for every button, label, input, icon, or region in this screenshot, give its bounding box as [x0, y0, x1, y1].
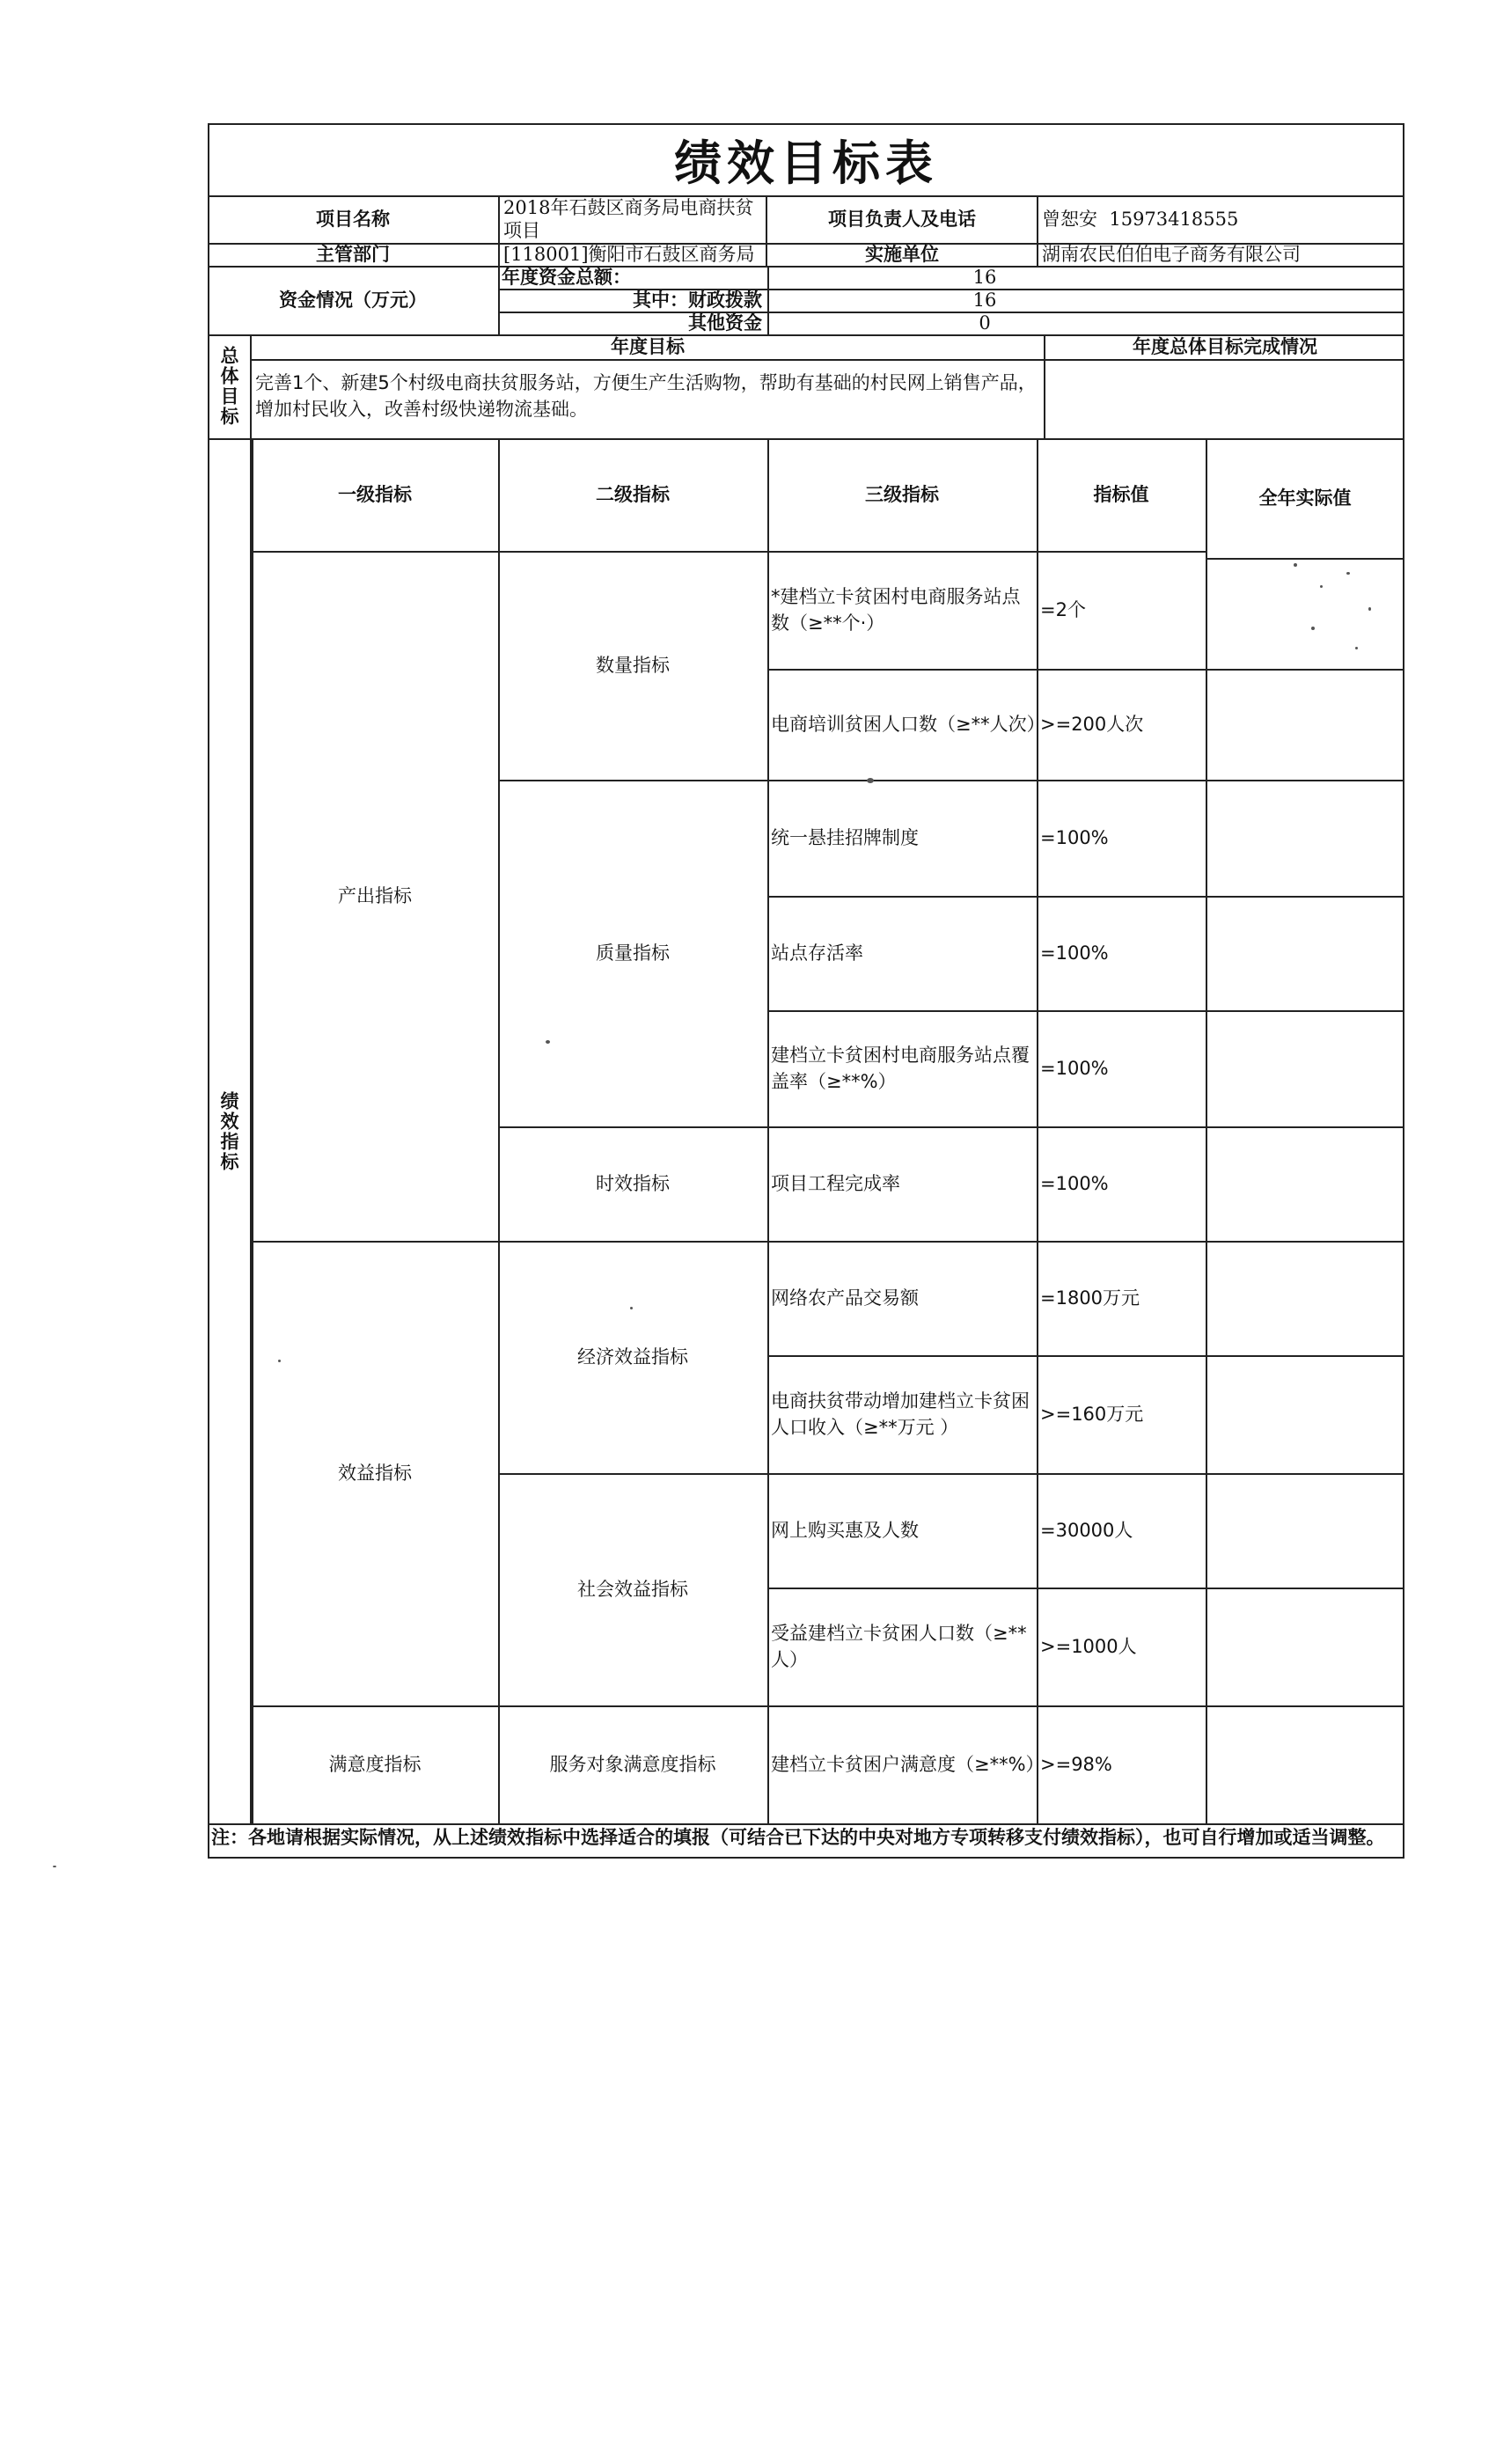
row-level3: 受益建档立卡贫困人口数（≥**人）	[771, 1623, 1027, 1670]
row-value: =30000人	[1040, 1520, 1133, 1541]
scan-speck	[278, 1360, 281, 1362]
project-name-value: 2018年石鼓区商务局电商扶贫项目	[498, 195, 767, 243]
footnote: 注：各地请根据实际情况，从上述绩效指标中选择适合的填报（可结合已下达的中央对地方专项转移支付绩效指标），也可自行增加或适当调整。	[211, 1827, 1385, 1848]
row-level3: *建档立卡贫困村电商服务站点数（≥**个·）	[771, 586, 1021, 634]
row-level3: 项目工程完成率	[771, 1173, 900, 1194]
row-level3: 建档立卡贫困户满意度（≥**%）	[771, 1754, 1045, 1775]
scan-speck	[1346, 572, 1350, 575]
scan-speck	[1355, 647, 1358, 649]
overall-label: 总体目标	[208, 334, 252, 438]
scan-speck	[630, 1307, 633, 1309]
row-value: =100%	[1040, 942, 1109, 964]
row-actual	[1206, 1705, 1404, 1823]
funds-total-value: 16	[972, 267, 997, 288]
owner-value: 曾恕安 15973418555	[1037, 195, 1404, 243]
row-value: >=98%	[1040, 1754, 1112, 1775]
dept-value: [118001]衡阳市石鼓区商务局	[498, 243, 767, 266]
row-value: =100%	[1040, 1173, 1109, 1194]
annual-goal-header: 年度目标	[611, 336, 685, 357]
row-level3: 电商培训贫困人口数（≥**人次）	[771, 714, 1045, 735]
row-level3: 统一悬挂招牌制度	[771, 827, 919, 848]
scan-speck	[1368, 607, 1371, 611]
owner-label: 项目负责人及电话	[828, 209, 976, 230]
header-level3: 三级指标	[865, 484, 939, 505]
row-actual	[1206, 1010, 1404, 1126]
perf-label: 绩效指标	[208, 438, 252, 1825]
level2-timeliness: 时效指标	[596, 1173, 670, 1194]
row-level3: 网络农产品交易额	[771, 1287, 919, 1309]
row-actual	[1206, 1355, 1404, 1473]
row-actual	[1206, 780, 1404, 896]
level2-economic: 经济效益指标	[577, 1346, 688, 1368]
project-name-label: 项目名称	[316, 209, 390, 230]
annual-goal-text: 完善1个、新建5个村级电商扶贫服务站，方便生产生活购物，帮助有基础的村民网上销售产品，增加村民收入，改善村级快递物流基础。	[255, 372, 1037, 420]
row-level3: 网上购买惠及人数	[771, 1520, 919, 1541]
scan-speck	[1320, 585, 1323, 588]
row-actual	[1206, 1241, 1404, 1355]
funds-total-label: 年度资金总额：	[502, 267, 631, 288]
row-actual	[1206, 558, 1404, 669]
row-value: >=160万元	[1040, 1404, 1144, 1425]
funds-other-label: 其他资金	[688, 312, 762, 334]
row-value: =1800万元	[1040, 1287, 1140, 1309]
header-value: 指标值	[1093, 484, 1149, 505]
level2-quality: 质量指标	[596, 942, 670, 964]
funds-label: 资金情况（万元）	[279, 290, 427, 311]
row-actual	[1206, 669, 1404, 780]
level2-quantity: 数量指标	[596, 655, 670, 676]
header-level1: 一级指标	[338, 484, 412, 505]
row-value: =2个	[1040, 599, 1086, 620]
level1-output: 产出指标	[338, 885, 412, 906]
row-value: =100%	[1040, 1058, 1109, 1079]
funds-fiscal-label: 其中：财政拨款	[633, 290, 762, 311]
dept-label: 主管部门	[316, 244, 390, 265]
scan-speck	[1311, 627, 1315, 630]
level2-service-satisfaction: 服务对象满意度指标	[549, 1754, 716, 1775]
row-level3: 建档立卡贫困村电商服务站点覆盖率（≥**%）	[771, 1045, 1030, 1092]
annual-completion-header: 年度总体目标完成情况	[1044, 334, 1404, 359]
impl-label: 实施单位	[865, 244, 939, 265]
scan-speck	[867, 778, 874, 783]
scan-speck	[53, 1866, 56, 1867]
impl-value: 湖南农民伯伯电子商务有限公司	[1037, 243, 1404, 266]
scan-speck	[1294, 563, 1297, 567]
row-actual	[1206, 1473, 1404, 1588]
row-actual	[1206, 896, 1404, 1010]
header-level2: 二级指标	[596, 484, 670, 505]
page-title: 绩效目标表	[674, 134, 938, 191]
annual-completion-cell	[1044, 359, 1404, 438]
row-value: =100%	[1040, 827, 1109, 848]
row-level3: 电商扶贫带动增加建档立卡贫困人口收入（≥**万元 ）	[771, 1390, 1030, 1438]
row-actual	[1206, 1588, 1404, 1705]
funds-fiscal-value: 16	[972, 290, 997, 311]
scan-speck	[546, 1040, 550, 1044]
header-actual: 全年实际值	[1258, 488, 1352, 509]
row-actual	[1206, 1126, 1404, 1241]
row-value: >=1000人	[1040, 1636, 1137, 1657]
level1-satisfaction: 满意度指标	[328, 1754, 422, 1775]
funds-other-value: 0	[979, 312, 991, 334]
level1-benefit: 效益指标	[338, 1463, 412, 1484]
level2-social: 社会效益指标	[577, 1579, 688, 1600]
row-level3: 站点存活率	[771, 942, 863, 964]
row-value: >=200人次	[1040, 714, 1144, 735]
